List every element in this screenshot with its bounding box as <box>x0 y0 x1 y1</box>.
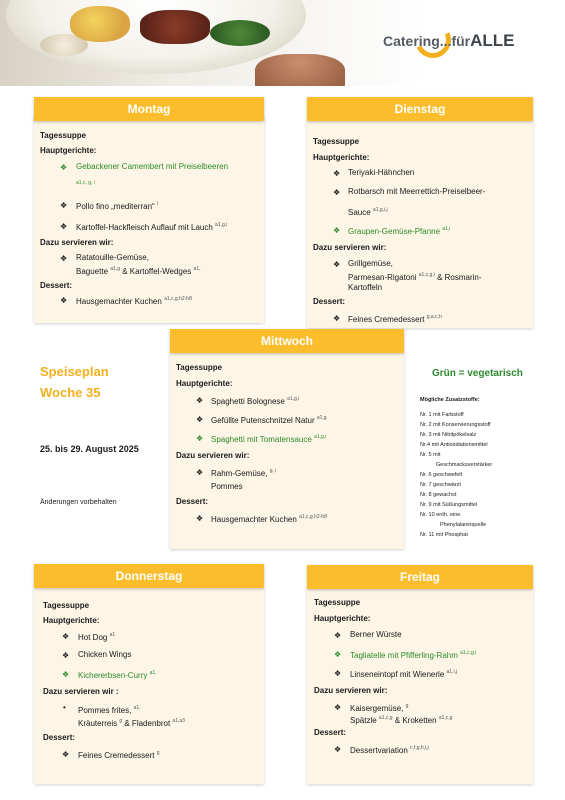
bullet-icon: ❖ <box>62 632 70 641</box>
bullet-icon: ❖ <box>333 314 341 323</box>
menu-item: Teriyaki-Hähnchen <box>348 168 415 177</box>
bullet-icon: ❖ <box>333 169 341 178</box>
label-soup: Tagessuppe <box>314 598 361 607</box>
label-sides: Dazu servieren wir: <box>313 243 387 252</box>
food-photo-detail <box>70 6 130 42</box>
bullet-icon: ❖ <box>60 222 68 231</box>
additive-item: Geschmacksverstärker <box>436 462 493 468</box>
additive-item: Nr. 1 mit Farbstoff <box>420 412 464 418</box>
bullet-icon: ❖ <box>333 226 341 235</box>
menu-item: Berner Würste <box>350 630 402 639</box>
menu-item: Kartoffel-Hackfleisch Auflauf mit Lauch $^{a1,g,i}$ <box>76 222 228 232</box>
additive-item: Nr. 11 mit Phosphat <box>420 532 468 538</box>
dessert-item: Feines Cremedessert $^g$ <box>78 750 160 760</box>
additive-item: Phenylalaninquelle <box>440 522 487 528</box>
side-item: Kaisergemüse, $^g$ <box>350 703 409 713</box>
label-dessert: Dessert: <box>43 733 76 742</box>
dessert-item: Hausgemachter Kuchen $^{a1,c,g,h2-h8}$ <box>211 514 327 524</box>
side-item: Spätzle $^{a1,c,g}$ & Kroketten $^{a1,c,g}$ <box>350 715 453 725</box>
side-item: Rahm-Gemüse, $^{g, i}$ <box>211 468 277 478</box>
side-item: Baguette $^{a1,g}$ & Kartoffel-Wedges $^{a1,}$ <box>76 266 201 276</box>
menu-item: Pollo fino „mediterran“ $^i$ <box>76 201 159 211</box>
menu-item: Sauce $^{a1,g,i,j}$ <box>348 207 388 217</box>
side-item: Kräuterreis $^g$ & Fladenbrot $^{a1,a3}$ <box>78 718 185 728</box>
label-soup: Tagessuppe <box>40 131 87 140</box>
menu-item: Gefüllte Putenschnitzel Natur $^{a1,g}$ <box>211 415 327 425</box>
label-mains: Hauptgerichte: <box>176 379 233 388</box>
menu-item: Graupen-Gemüse-Pfanne $^{a1,i}$ <box>348 226 451 236</box>
additive-item: Nr. 10 enth. eine <box>420 512 461 518</box>
bullet-icon: ❖ <box>62 670 70 679</box>
bullet-icon: ❖ <box>333 260 341 269</box>
bullet-icon: ❖ <box>60 163 68 172</box>
bullet-icon: ❖ <box>196 434 204 443</box>
additive-item: Nr.4 mit Antioxidationsmittel <box>420 442 488 448</box>
additive-item: Nr. 3 mit Nitritpökelsalz <box>420 432 477 438</box>
bullet-dot-icon: • <box>63 703 66 712</box>
dessert-item: Hausgemachter Kuchen $^{a1,c,g,h2-h8}$ <box>76 296 192 306</box>
day-title: Donnerstag <box>34 564 264 588</box>
side-item: Pommes frites, $^{a1,}$ <box>78 705 141 715</box>
side-item: Parmesan-Rigatoni $^{a1,c,g,i}$ & Rosmarin- <box>348 272 482 282</box>
additive-item: Nr. 9 mit Süßungsmittel <box>420 502 478 508</box>
day-title: Dienstag <box>307 97 533 121</box>
plan-note: Änderungen vorbehalten <box>40 499 117 506</box>
menu-item: Spaghetti mit Tomatensauce $^{a1,g,i}$ <box>211 434 327 444</box>
label-mains: Hauptgerichte: <box>43 616 100 625</box>
food-photo-detail <box>210 20 270 46</box>
label-dessert: Dessert: <box>176 497 209 506</box>
label-mains: Hauptgerichte: <box>40 146 97 155</box>
menu-item: Kichererbsen-Curry $^{a1,}$ <box>78 670 157 680</box>
label-sides: Dazu servieren wir : <box>43 687 119 696</box>
brand-logo <box>383 31 515 51</box>
side-item: Ratatouille-Gemüse, <box>76 253 149 262</box>
additive-item: Nr. 8 gewachst <box>420 492 457 498</box>
side-item: Grillgemüse, <box>348 259 393 268</box>
day-title: Mittwoch <box>170 329 404 353</box>
bullet-icon: ❖ <box>196 396 204 405</box>
brand-name-alle: ALLE <box>470 31 515 50</box>
additive-item: Nr. 2 mit Konservierungsstoff <box>420 422 491 428</box>
day-title: Montag <box>34 97 264 121</box>
label-mains: Hauptgerichte: <box>314 614 371 623</box>
menu-item: Hot Dog $^{a1}$ <box>78 632 116 642</box>
bullet-icon: ❖ <box>196 415 204 424</box>
bullet-icon: ❖ <box>334 650 342 659</box>
label-soup: Tagessuppe <box>43 601 90 610</box>
veg-legend: Grün = vegetarisch <box>432 368 523 379</box>
bullet-icon: ❖ <box>334 669 342 678</box>
label-soup: Tagessuppe <box>176 363 223 372</box>
label-sides: Dazu servieren wir: <box>176 451 250 460</box>
additives-title: Mögliche Zusatzstoffe: <box>420 397 480 403</box>
day-title: Freitag <box>307 565 533 589</box>
bullet-icon: ❖ <box>60 254 68 263</box>
label-dessert: Dessert: <box>314 728 347 737</box>
label-dessert: Dessert: <box>40 281 73 290</box>
dessert-item: Dessertvariation $^{c,f,g,h,i,j}$ <box>350 745 429 755</box>
bullet-icon: ❖ <box>334 631 342 640</box>
menu-item: Rotbarsch mit Meerrettich-Preiselbeer- <box>348 187 486 196</box>
header-banner <box>0 0 565 86</box>
bullet-icon: ❖ <box>62 651 70 660</box>
additive-item: Nr. 5 mit <box>420 452 441 458</box>
menu-item: Gebackener Camembert mit Preiselbeeren <box>76 162 229 171</box>
menu-item: Linseneintopf mit Wienerle $^{a1,i,j}$ <box>350 669 458 679</box>
bullet-icon: ❖ <box>62 750 70 759</box>
side-item: Pommes <box>211 482 243 491</box>
label-sides: Dazu servieren wir: <box>314 686 388 695</box>
bullet-icon: ❖ <box>334 745 342 754</box>
plan-week: Woche 35 <box>40 385 101 400</box>
food-photo-detail <box>140 10 210 44</box>
additive-item: Nr. 7 geschwärzt <box>420 482 461 488</box>
label-sides: Dazu servieren wir: <box>40 238 114 247</box>
bullet-icon: ❖ <box>334 703 342 712</box>
brand-name: Catering...für <box>383 33 471 49</box>
bullet-icon: ❖ <box>333 188 341 197</box>
plan-dates: 25. bis 29. August 2025 <box>40 444 139 454</box>
label-mains: Hauptgerichte: <box>313 153 370 162</box>
additive-item: Nr. 6 geschwefelt <box>420 472 463 478</box>
hand-photo-detail <box>255 54 345 86</box>
dessert-item: Feines Cremedessert $^{g,a,c,h}$ <box>348 314 442 324</box>
menu-item: Tagliatelle mit Pfifferling-Rahm $^{a1,c,g,i}$ <box>350 650 477 660</box>
menu-item: Spaghetti Bolognese $^{a1,g,i}$ <box>211 396 300 406</box>
bullet-icon: ❖ <box>196 514 204 523</box>
bullet-icon: ❖ <box>60 201 68 210</box>
label-soup: Tagessuppe <box>313 137 360 146</box>
menu-item: Chicken Wings <box>78 650 132 659</box>
additive-codes: a1,c, g, i <box>76 180 95 186</box>
plan-title: Speiseplan <box>40 364 109 379</box>
label-dessert: Dessert: <box>313 297 346 306</box>
bullet-icon: ❖ <box>196 468 204 477</box>
bullet-icon: ❖ <box>60 296 68 305</box>
side-item: Kartoffeln <box>348 283 383 292</box>
